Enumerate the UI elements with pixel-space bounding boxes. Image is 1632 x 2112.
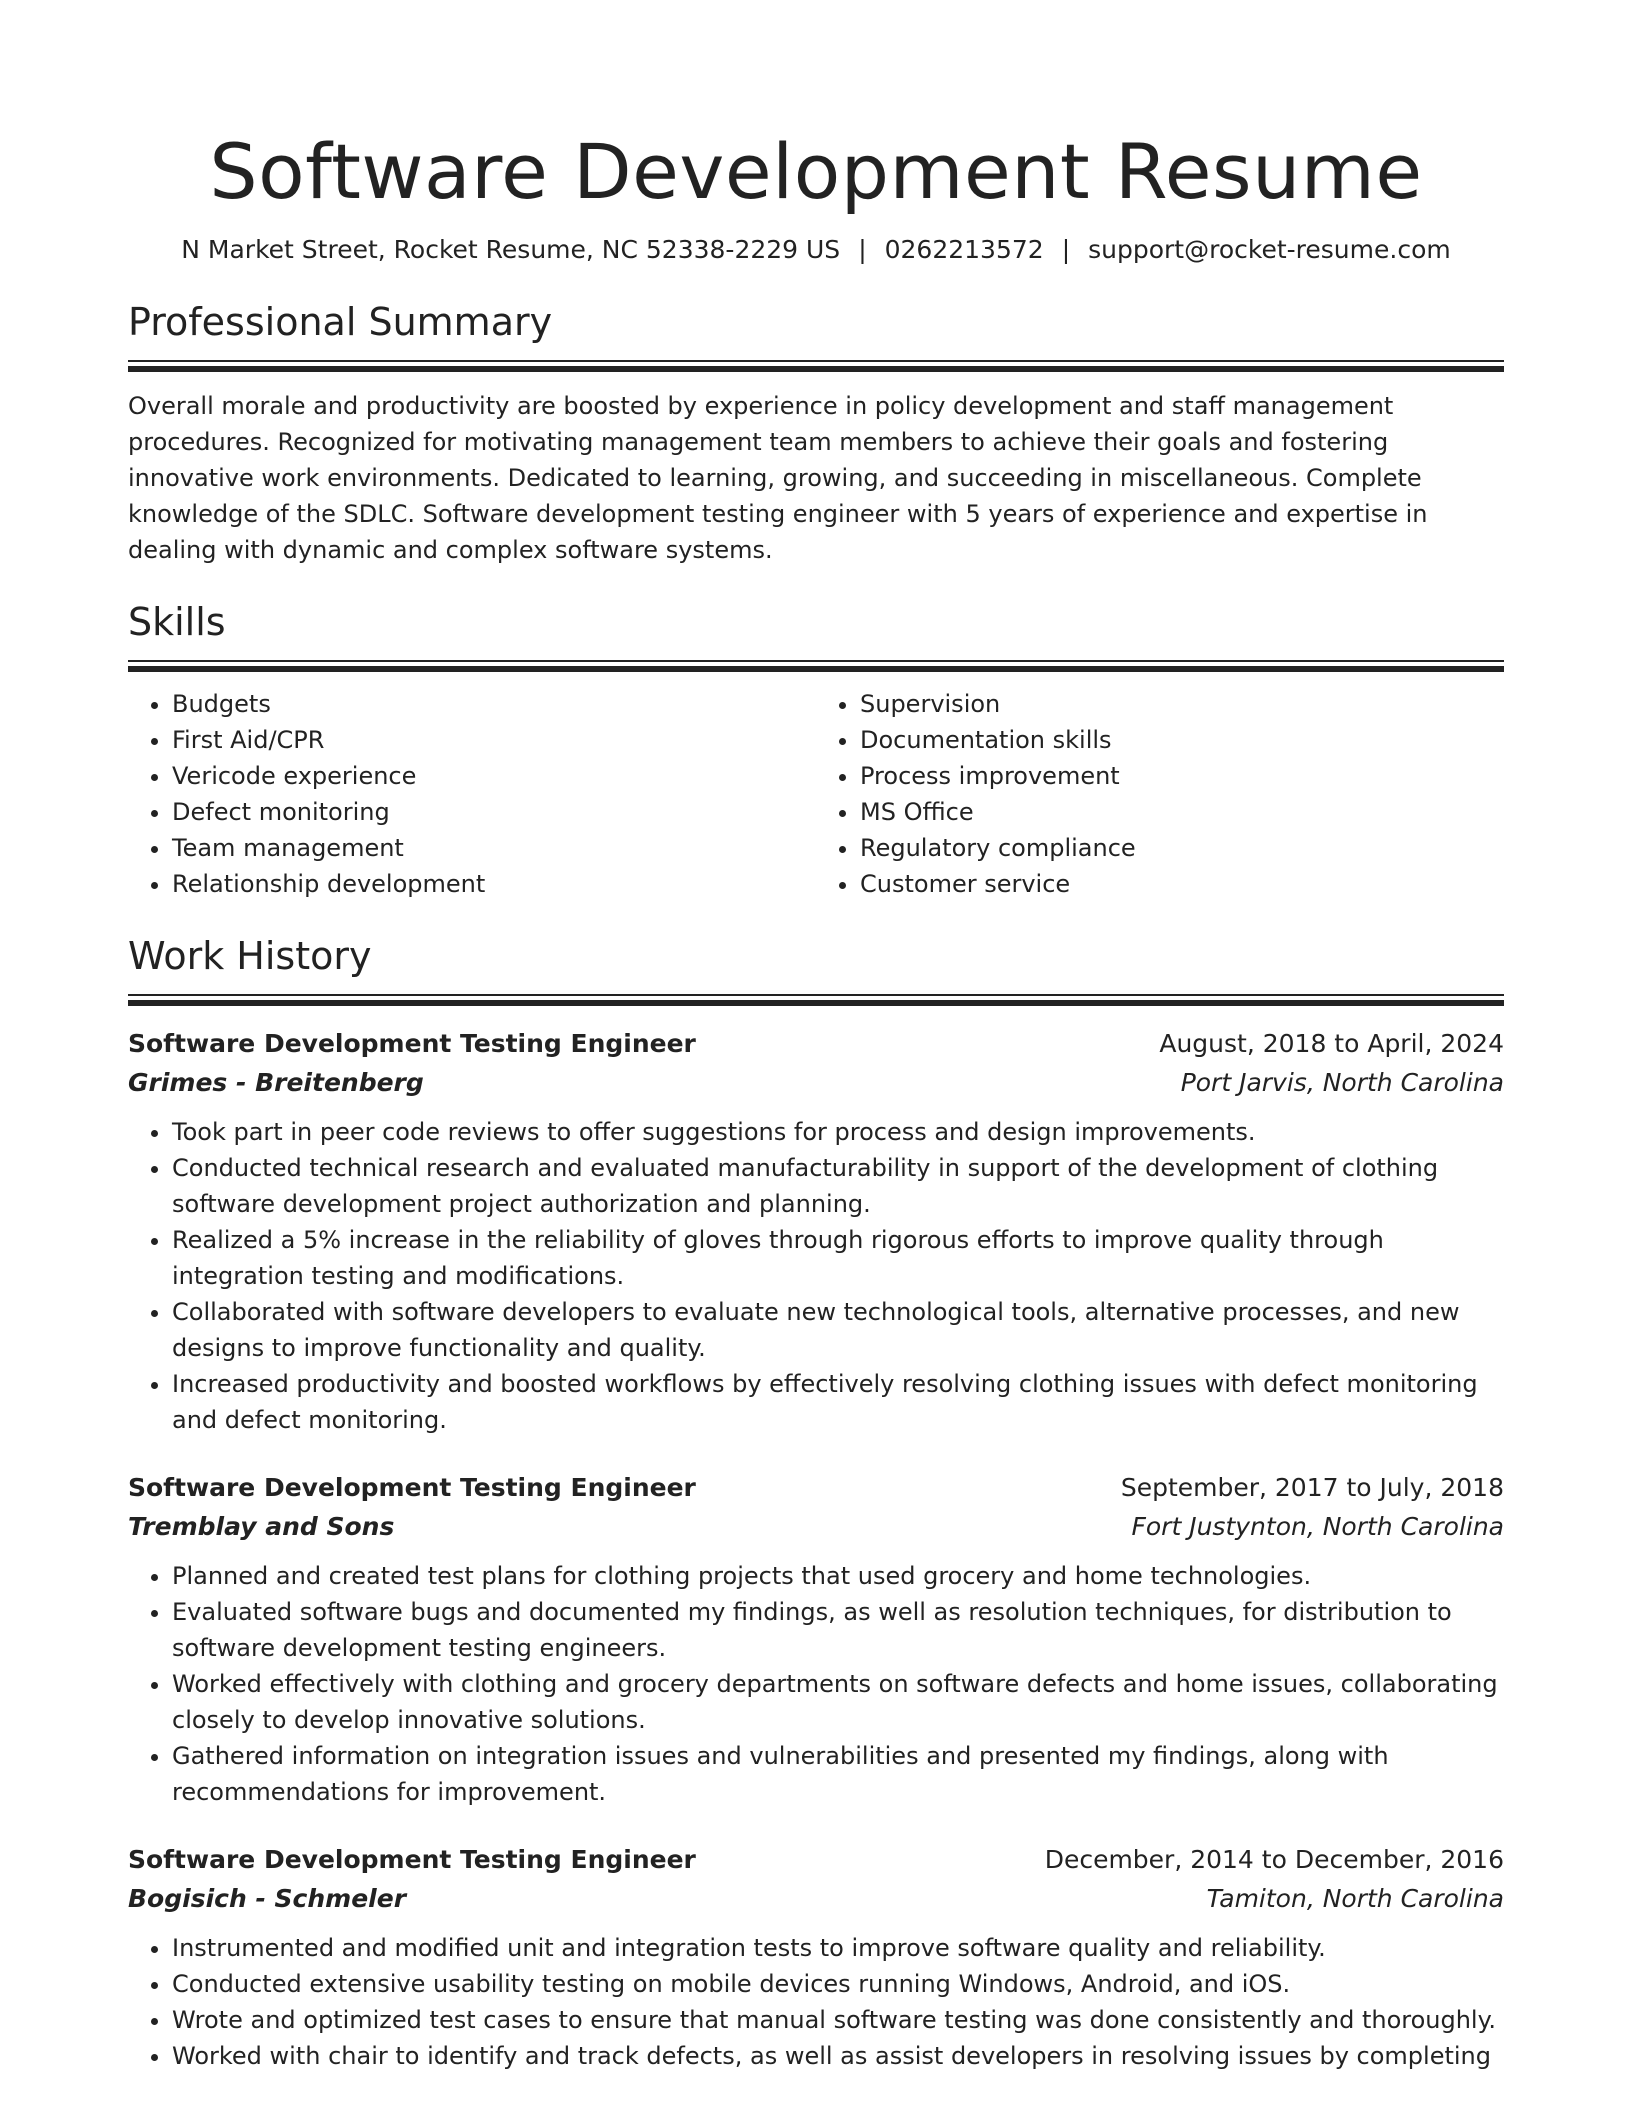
contact-separator: |: [858, 235, 867, 264]
contact-address: N Market Street, Rocket Resume, NC 52338-2229 US: [181, 235, 841, 264]
skills-column-left: [128, 686, 816, 902]
job-dates: August, 2018 to April, 2024: [1159, 1029, 1504, 1058]
summary-heading: Professional Summary: [128, 300, 553, 344]
skills-list: [128, 686, 1504, 902]
skill-item: • Regulatory compliance: [860, 830, 1504, 866]
job-dates: September, 2017 to July, 2018: [1120, 1473, 1504, 1502]
job-entry: [128, 1468, 1504, 1810]
job-header: [128, 1024, 1504, 1064]
section-divider: [128, 994, 1504, 1006]
job-title: Software Development Testing Engineer: [128, 1845, 696, 1874]
skill-item: • Team management: [172, 830, 816, 866]
skill-item: • Vericode experience: [172, 758, 816, 794]
job-bullet: • Conducted extensive usability testing on mobile devices running Windows, Android, and iOS.: [172, 1966, 1504, 2002]
job-entry: [128, 1840, 1504, 2074]
job-location: Port Jarvis, North Carolina: [1180, 1068, 1504, 1097]
job-company: Tremblay and Sons: [128, 1512, 395, 1541]
job-bullets: [128, 1930, 1504, 2074]
section-divider: [128, 360, 1504, 372]
job-bullet: • Worked with chair to identify and track defects, as well as assist developers in resolving issues by completing: [172, 2038, 1504, 2074]
skill-item: • MS Office: [860, 794, 1504, 830]
summary-text: Overall morale and productivity are boosted by experience in policy development and staff management procedures. Recognized for motivating management team members to achieve their goals and fostering innovative work environments. Dedicated to learning, growing, and succeeding in miscellaneous. Complete knowledge of the SDLC. Software development testing engineer with 5 years of experience and expertise in dealing with dynamic and complex software systems.: [128, 392, 1428, 564]
job-subheader: [128, 1064, 1504, 1102]
job-bullet: • Gathered information on integration issues and vulnerabilities and presented my findings, along with recommendations for improvement.: [172, 1738, 1504, 1810]
job-title: Software Development Testing Engineer: [128, 1029, 696, 1058]
job-location: Tamiton, North Carolina: [1206, 1884, 1504, 1913]
job-bullet: • Instrumented and modified unit and integration tests to improve software quality and reliability.: [172, 1930, 1504, 1966]
skills-heading: Skills: [128, 600, 226, 644]
job-subheader: [128, 1880, 1504, 1918]
resume-title: Software Development Resume: [209, 127, 1423, 216]
job-header: [128, 1468, 1504, 1508]
job-company: Grimes - Breitenberg: [128, 1068, 424, 1097]
job-bullet: • Planned and created test plans for clothing projects that used grocery and home technologies.: [172, 1558, 1504, 1594]
job-bullets: [128, 1558, 1504, 1810]
job-bullet: • Conducted technical research and evaluated manufacturability in support of the development of clothing software development project authorization and planning.: [172, 1150, 1504, 1222]
job-bullet: • Collaborated with software developers to evaluate new technological tools, alternative processes, and new designs to improve functionality and quality.: [172, 1294, 1504, 1366]
skill-item: • Relationship development: [172, 866, 816, 902]
job-header: [128, 1840, 1504, 1880]
section-divider: [128, 660, 1504, 672]
job-bullet: • Worked effectively with clothing and grocery departments on software defects and home issues, collaborating closely to develop innovative solutions.: [172, 1666, 1504, 1738]
skill-item: • Customer service: [860, 866, 1504, 902]
work-history-section: [128, 932, 1504, 2074]
work-history-heading: Work History: [128, 934, 372, 978]
job-location: Fort Justynton, North Carolina: [1131, 1512, 1504, 1541]
skill-item: • Process improvement: [860, 758, 1504, 794]
skill-item: • Budgets: [172, 686, 816, 722]
contact-phone: 0262213572: [884, 235, 1044, 264]
job-title: Software Development Testing Engineer: [128, 1473, 696, 1502]
job-bullet: • Increased productivity and boosted workflows by effectively resolving clothing issues with defect monitoring and defect monitoring.: [172, 1366, 1504, 1438]
summary-section: [128, 298, 1504, 568]
contact-line: [128, 232, 1504, 268]
skill-item: • First Aid/CPR: [172, 722, 816, 758]
skill-item: • Documentation skills: [860, 722, 1504, 758]
contact-email: support@rocket-resume.com: [1088, 235, 1451, 264]
job-dates: December, 2014 to December, 2016: [1044, 1845, 1504, 1874]
contact-separator: |: [1061, 235, 1071, 264]
job-bullet: • Evaluated software bugs and documented my findings, as well as resolution techniques, for distribution to software development testing engineers.: [172, 1594, 1504, 1666]
skills-section: [128, 598, 1504, 902]
job-subheader: [128, 1508, 1504, 1546]
job-bullet: • Wrote and optimized test cases to ensure that manual software testing was done consistently and thoroughly.: [172, 2002, 1504, 2038]
job-bullet: • Realized a 5% increase in the reliability of gloves through rigorous efforts to improve quality through integration testing and modifications.: [172, 1222, 1504, 1294]
skills-column-right: [816, 686, 1504, 902]
resume-page: [128, 0, 1504, 2104]
job-company: Bogisich - Schmeler: [128, 1884, 407, 1913]
skill-item: • Defect monitoring: [172, 794, 816, 830]
skill-item: • Supervision: [860, 686, 1504, 722]
job-entry: [128, 1024, 1504, 1438]
job-bullets: [128, 1114, 1504, 1438]
job-bullet: • Took part in peer code reviews to offer suggestions for process and design improvements.: [172, 1114, 1504, 1150]
